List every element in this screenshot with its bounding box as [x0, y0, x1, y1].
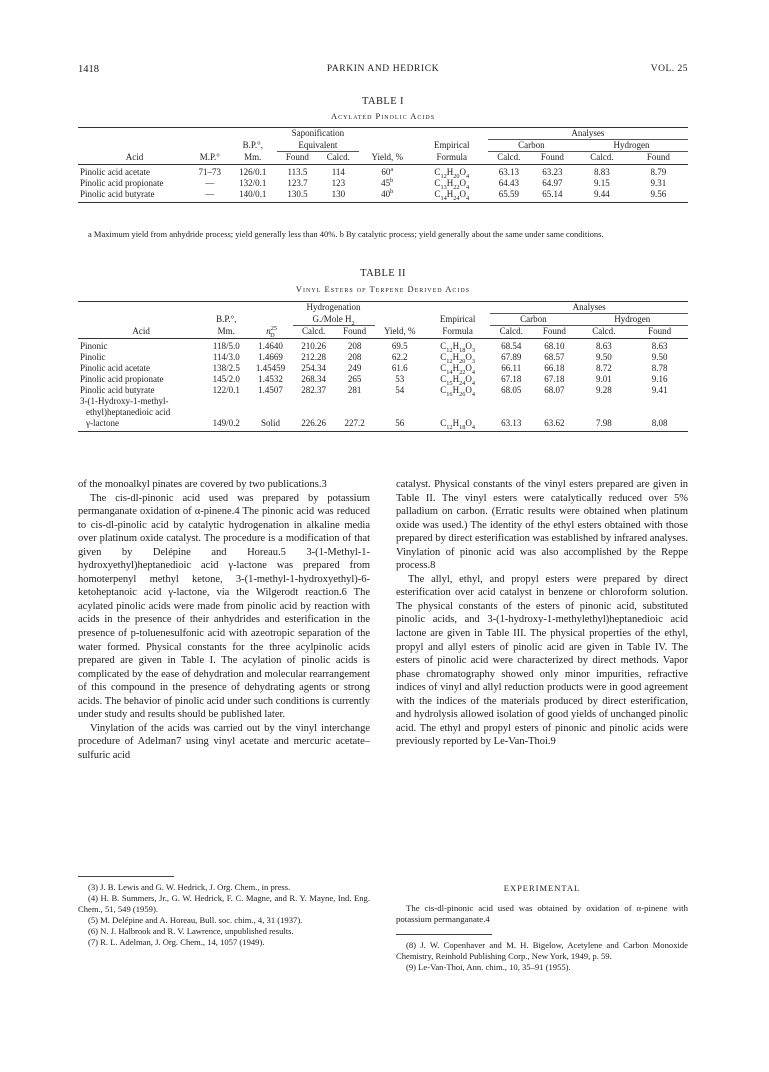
- cell-formula: $C_{16}H_{26}O_4$: [440, 385, 476, 398]
- table-row: [78, 352, 688, 363]
- cell-c-found: 66.18: [544, 363, 565, 373]
- cell-nd: 1.4532: [258, 374, 283, 384]
- cell-acid: Pinolic acid acetate: [80, 167, 150, 177]
- cell-sap-calcd: 123: [331, 178, 346, 188]
- table1-header-c-found: Found: [530, 152, 575, 165]
- table1-header-sap: Saponification: [277, 128, 359, 140]
- paragraph: The allyl, ethyl, and propyl esters were prepared by direct esterification over acid catalyst in benzene or chloroform solution. The physical constants of the esters of pinonic acid, substituted pinolic acids, and 3-(1-hydroxy-1-methylethyl)heptanedioic acid lactone are given in Table III. The physical properties of the ethyl, propyl and allyl esters of pinolic acid are given in Table IV. The esters of pinolic acid were characterized by direct methods. Vapor phase chromatography showed only minor impurities, refractive indices of vinyl and allyl reduction products were in good agreement with the indices of the materials produced by direct esterification, and hydrolysis allowed isolation of good yields of unchanged pinolic acid. The ethyl and propyl esters of pinonic and pinolic acids were previously reported by Le-Van-Thoi.9: [396, 573, 688, 748]
- table1-header-emp: Empirical: [434, 140, 470, 150]
- table1-header-yield: Yield, %: [359, 152, 416, 165]
- table2-header-hyd-calcd: Calcd.: [293, 326, 335, 339]
- cell-c-found: 63.62: [532, 418, 576, 432]
- cell-c-calcd: 64.43: [498, 178, 519, 188]
- footnote: (9) Le-Van-Thoi, Ann. chim., 10, 35–91 (1955).: [406, 962, 571, 972]
- cell-h-calcd: 7.98: [576, 418, 631, 432]
- cell-yield: [359, 178, 416, 189]
- cell-nd: 1.4669: [258, 352, 283, 362]
- table1: [78, 127, 688, 203]
- cell-yield: 61.6: [391, 363, 408, 373]
- cell-acid-line2: ethyl)heptanedioic acid: [86, 407, 171, 417]
- table1-caption: Acylated Pinolic Acids: [330, 111, 436, 121]
- cell-c-calcd: 63.13: [490, 418, 532, 432]
- yield-note: b: [390, 188, 394, 195]
- paragraph: catalyst. Physical constants of the vinyl esters prepared are given in Table II. The vinyl esters were catalytically reduced over 5% palladium on carbon. (Erratic results were obtained when platinum oxide was used.) The identity of the ethyl esters obtained with those prepared by direct esterification was established by infrared analyses. Vinylation of pinonic acid was also accomplished by the Reppe process.8: [396, 479, 688, 572]
- cell-acid: Pinolic acid butyrate: [80, 385, 155, 395]
- table2-header-bp: B.P.°,: [216, 314, 237, 324]
- table-row: [78, 418, 688, 432]
- cell-c-calcd: 67.18: [501, 374, 522, 384]
- table-row: [78, 407, 688, 418]
- cell-acid: Pinolic: [80, 352, 106, 362]
- cell-nd: 1.45459: [255, 363, 286, 373]
- table2-header-acid: Acid: [78, 326, 204, 339]
- table1-header-sap2: Equivalent: [277, 140, 359, 152]
- cell-formula: $C_{14}H_{22}O_4$: [440, 363, 476, 376]
- cell-hyd-found: 249: [347, 363, 362, 373]
- cell-yield: 62.2: [391, 352, 408, 362]
- cell-sap-found: 113.5: [287, 167, 308, 177]
- experimental-text: The cis-dl-pinonic acid used was obtained by oxidation of α-pinene with potassium permanganate.4: [396, 903, 688, 924]
- table2-label: TABLE II: [360, 268, 406, 279]
- cell-bp: 122/0.1: [212, 385, 240, 395]
- table2-header-emp2: Formula: [425, 326, 490, 339]
- table2-header-h-calcd: Calcd.: [576, 326, 631, 339]
- table2-header-emp: Empirical: [439, 314, 476, 324]
- cell-mp: —: [191, 189, 229, 203]
- table-row: [78, 363, 688, 374]
- cell-h-calcd: 9.15: [593, 178, 610, 188]
- cell-h-calcd: 8.72: [595, 363, 612, 373]
- cell-c-calcd: 66.11: [501, 363, 522, 373]
- table1-header-h-calcd: Calcd.: [575, 152, 629, 165]
- cell-yield: 69.5: [391, 341, 408, 351]
- cell-h-calcd: 9.28: [595, 385, 612, 395]
- cell-h-calcd: 9.01: [595, 374, 612, 384]
- footnote: (6) N. J. Halbrook and R. V. Lawrence, unpublished results.: [88, 926, 294, 936]
- footnote-rule: [78, 876, 174, 877]
- cell-c-calcd: 67.89: [501, 352, 522, 362]
- cell-formula: $C_{15}H_{24}O_4$: [440, 374, 476, 387]
- table1-header-bp-unit: Mm.: [229, 152, 277, 165]
- cell-bp: 138/2.5: [212, 363, 240, 373]
- cell-hyd-found: 208: [347, 341, 362, 351]
- table1-header-c-calcd: Calcd.: [488, 152, 530, 165]
- cell-c-calcd: 68.54: [501, 341, 522, 351]
- cell-yield: 53: [395, 374, 405, 384]
- cell-h-found: 9.50: [651, 352, 668, 362]
- table2-header-analyses: Analyses: [490, 302, 688, 314]
- table-row: [78, 165, 688, 179]
- cell-acid: Pinolic acid butyrate: [78, 189, 191, 203]
- cell-hyd-calcd: 282.37: [301, 385, 326, 395]
- cell-formula: $C_{12}H_{20}O_3$: [440, 352, 476, 365]
- table2-header-bp-unit: Mm.: [204, 326, 248, 339]
- cell-formula: $C_{12}H_{18}O_4$: [425, 418, 490, 432]
- cell-c-found: 68.57: [544, 352, 565, 362]
- table1-header-bp: B.P.°,: [242, 140, 263, 150]
- table2-header-c-found: Found: [532, 326, 576, 339]
- cell-c-calcd: 68.05: [501, 385, 522, 395]
- table2-header-hyd-found: Found: [335, 326, 375, 339]
- footnote: (3) J. B. Lewis and G. W. Hedrick, J. Org. Chem., in press.: [88, 882, 291, 892]
- footnote: (8) J. W. Copenhaver and M. H. Bigelow, Acetylene and Carbon Monoxide Chemistry, Reinhold Publishing Corp., New York, 1949, p. 59.: [396, 940, 688, 961]
- cell-h-calcd: 8.63: [595, 341, 612, 351]
- cell-h-found: 9.56: [629, 189, 688, 203]
- cell-c-found: 63.23: [542, 167, 563, 177]
- table-row: [78, 374, 688, 385]
- cell-hyd-calcd: 210.26: [301, 341, 326, 351]
- cell-formula: $C_{12}H_{20}O_4$: [434, 167, 470, 180]
- table1-header-sap-found: Found: [277, 152, 318, 165]
- cell-h-found: 8.08: [631, 418, 688, 432]
- cell-mp: —: [205, 178, 215, 188]
- cell-formula: $C_{12}H_{18}O_3$: [440, 341, 476, 354]
- cell-h-found: 9.16: [651, 374, 668, 384]
- table2-header-hydrogen: Hydrogen: [576, 314, 688, 326]
- cell-yield: [359, 189, 416, 203]
- paragraph: of the monoalkyl pinates are covered by two publications.3: [78, 479, 327, 490]
- footnote: (7) R. L. Adelman, J. Org. Chem., 14, 1057 (1949).: [88, 937, 265, 947]
- experimental-heading: EXPERIMENTAL: [503, 883, 581, 893]
- cell-hyd-calcd: 212.28: [301, 352, 326, 362]
- cell-c-found: 65.14: [530, 189, 575, 203]
- cell-yield: 54: [395, 385, 405, 395]
- table2-header-c-calcd: Calcd.: [490, 326, 532, 339]
- cell-bp: 145/2.0: [212, 374, 240, 384]
- cell-nd: 1.4507: [258, 385, 283, 395]
- cell-bp: 149/0.2: [204, 418, 248, 432]
- cell-hyd-calcd: 226.26: [293, 418, 335, 432]
- running-authors: PARKIN AND HEDRICK: [326, 64, 440, 74]
- yield-note: a: [390, 166, 394, 173]
- table1-header-emp2: Formula: [416, 152, 488, 165]
- footnotes-right: [396, 940, 688, 973]
- cell-hyd-found: 227.2: [335, 418, 375, 432]
- cell-nd: 1.4640: [258, 341, 283, 351]
- table2-header-hyd2: G./Mole $H_2$: [293, 314, 375, 326]
- cell-c-found: 67.18: [544, 374, 565, 384]
- table1-header-h-found: Found: [629, 152, 688, 165]
- cell-bp: 126/0.1: [239, 167, 267, 177]
- table1-label: TABLE I: [362, 96, 404, 107]
- yield-value: 60: [381, 167, 391, 177]
- footnotes-left: [78, 882, 370, 948]
- table1-header-carbon: Carbon: [488, 140, 575, 152]
- cell-sap-calcd: 130: [318, 189, 359, 203]
- footnote-rule: [396, 934, 492, 935]
- cell-formula: $C_{13}H_{22}O_4$: [434, 178, 470, 191]
- cell-h-found: 9.31: [650, 178, 667, 188]
- table1-header-analyses: Analyses: [488, 128, 688, 140]
- running-head: [78, 64, 688, 78]
- table2-header-nd: $n^{25}_D$: [248, 326, 292, 339]
- table1-footnote: a Maximum yield from anhydride process; yield generally less than 40%. b By catalytic process; yield generally about the same under same conditions.: [88, 229, 604, 239]
- table2-header-h-found: Found: [631, 326, 688, 339]
- cell-acid-line1: 3-(1-Hydroxy-1-methyl-: [80, 396, 169, 406]
- yield-value: 40: [381, 189, 391, 199]
- cell-sap-found: 123.7: [287, 178, 308, 188]
- table2-header-yield: Yield, %: [375, 326, 425, 339]
- cell-bp: 114/3.0: [212, 352, 240, 362]
- table-row: [78, 178, 688, 189]
- page-number: 1418: [78, 64, 99, 75]
- cell-c-found: 68.10: [544, 341, 565, 351]
- yield-value: 45: [381, 178, 391, 188]
- cell-c-found: 68.07: [544, 385, 565, 395]
- cell-c-calcd: 63.13: [498, 167, 519, 177]
- cell-bp: 132/0.1: [239, 178, 267, 188]
- cell-bp: 118/5.0: [212, 341, 240, 351]
- cell-h-found: 8.63: [651, 341, 668, 351]
- cell-mp: 71–73: [198, 167, 222, 177]
- cell-acid: Pinonic: [80, 341, 108, 351]
- cell-h-found: 8.79: [650, 167, 667, 177]
- cell-formula: $C_{14}H_{24}O_4$: [416, 189, 488, 203]
- table-row: [78, 396, 688, 407]
- cell-hyd-calcd: 254.34: [301, 363, 326, 373]
- table1-header-sap-calcd: Calcd.: [318, 152, 359, 165]
- footnote: (5) M. Delépine and A. Horeau, Bull. soc. chim., 4, 31 (1937).: [88, 915, 303, 925]
- table1-header-acid: Acid: [78, 152, 191, 165]
- cell-h-calcd: 9.44: [575, 189, 629, 203]
- table2-header-carbon: Carbon: [490, 314, 576, 326]
- cell-acid: Pinolic acid propionate: [80, 178, 164, 188]
- cell-nd: Solid: [248, 418, 292, 432]
- cell-sap-found: 130.5: [277, 189, 318, 203]
- cell-hyd-calcd: 268.34: [301, 374, 326, 384]
- table1-header-hydrogen: Hydrogen: [575, 140, 688, 152]
- volume-label: VOL. 25: [650, 64, 688, 74]
- yield-note: b: [390, 177, 394, 184]
- cell-bp: 140/0.1: [229, 189, 277, 203]
- table2: [78, 301, 688, 432]
- cell-h-found: 8.78: [651, 363, 668, 373]
- table-row: [78, 385, 688, 396]
- footnote: (4) H. B. Summers, Jr., G. W. Hedrick, F. C. Magne, and R. Y. Mayne, Ind. Eng. Chem., 51, 549 (1959).: [78, 893, 370, 914]
- cell-h-calcd: 8.83: [593, 167, 610, 177]
- cell-yield: [359, 165, 416, 179]
- cell-h-calcd: 9.50: [595, 352, 612, 362]
- cell-yield: 56: [375, 418, 425, 432]
- body-right-column: [396, 478, 688, 749]
- cell-c-calcd: 65.59: [488, 189, 530, 203]
- table2-header-hyd: Hydrogenation: [293, 302, 375, 314]
- cell-acid: Pinolic acid propionate: [80, 374, 164, 384]
- cell-hyd-found: 281: [347, 385, 362, 395]
- cell-hyd-found: 265: [347, 374, 362, 384]
- table-row: [78, 189, 688, 203]
- table2-caption: Vinyl Esters of Terpene Derived Acids: [295, 284, 471, 294]
- cell-acid: Pinolic acid acetate: [80, 363, 150, 373]
- cell-hyd-found: 208: [347, 352, 362, 362]
- cell-sap-calcd: 114: [331, 167, 345, 177]
- cell-h-found: 9.41: [651, 385, 668, 395]
- table-row: [78, 339, 688, 353]
- paragraph: Vinylation of the acids was carried out by the vinyl interchange procedure of Adelman7 using vinyl acetate and mercuric acetate–sulfuric acid: [78, 722, 370, 761]
- cell-acid-line3: γ-lactone: [78, 418, 204, 432]
- cell-c-found: 64.97: [542, 178, 563, 188]
- body-left-column: [78, 478, 370, 762]
- paragraph: The cis-dl-pinonic acid used was prepared by potassium permanganate oxidation of α-pinene.4 The pinonic acid was reduced to cis-dl-pinolic acid by catalytic hydrogenation in alkaline media over platinum oxide catalyst. The procedure is a modification of that given by Delépine and Horeau.5 3-(1-Methyl-1-hydroxyethyl)heptanedioic acid γ-lactone was prepared from homoterpenyl methyl ketone, 3-(1-methyl-1-hydroxyethyl)-6-ketoheptanoic acid γ-lactone, via the Wilgerodt reaction.6 The acylated pinolic acids were made from pinolic acid by reaction with acids in the presence of their anhydrides and esterification in the presence of p-toluenesulfonic acid with azeotropic separation of the water formed. Physical constants for the three acylpinolic acids prepared are given in Table I. The acylation of pinolic acids is complicated by the ease of dehydration and molecular rearrangement of this compound in the presence of dehydrating agents or strong acids. The behavior of pinolic acid under such conditions is currently under study and results should be published later.: [78, 492, 370, 721]
- table1-header-mp: M.P.°: [191, 152, 229, 165]
